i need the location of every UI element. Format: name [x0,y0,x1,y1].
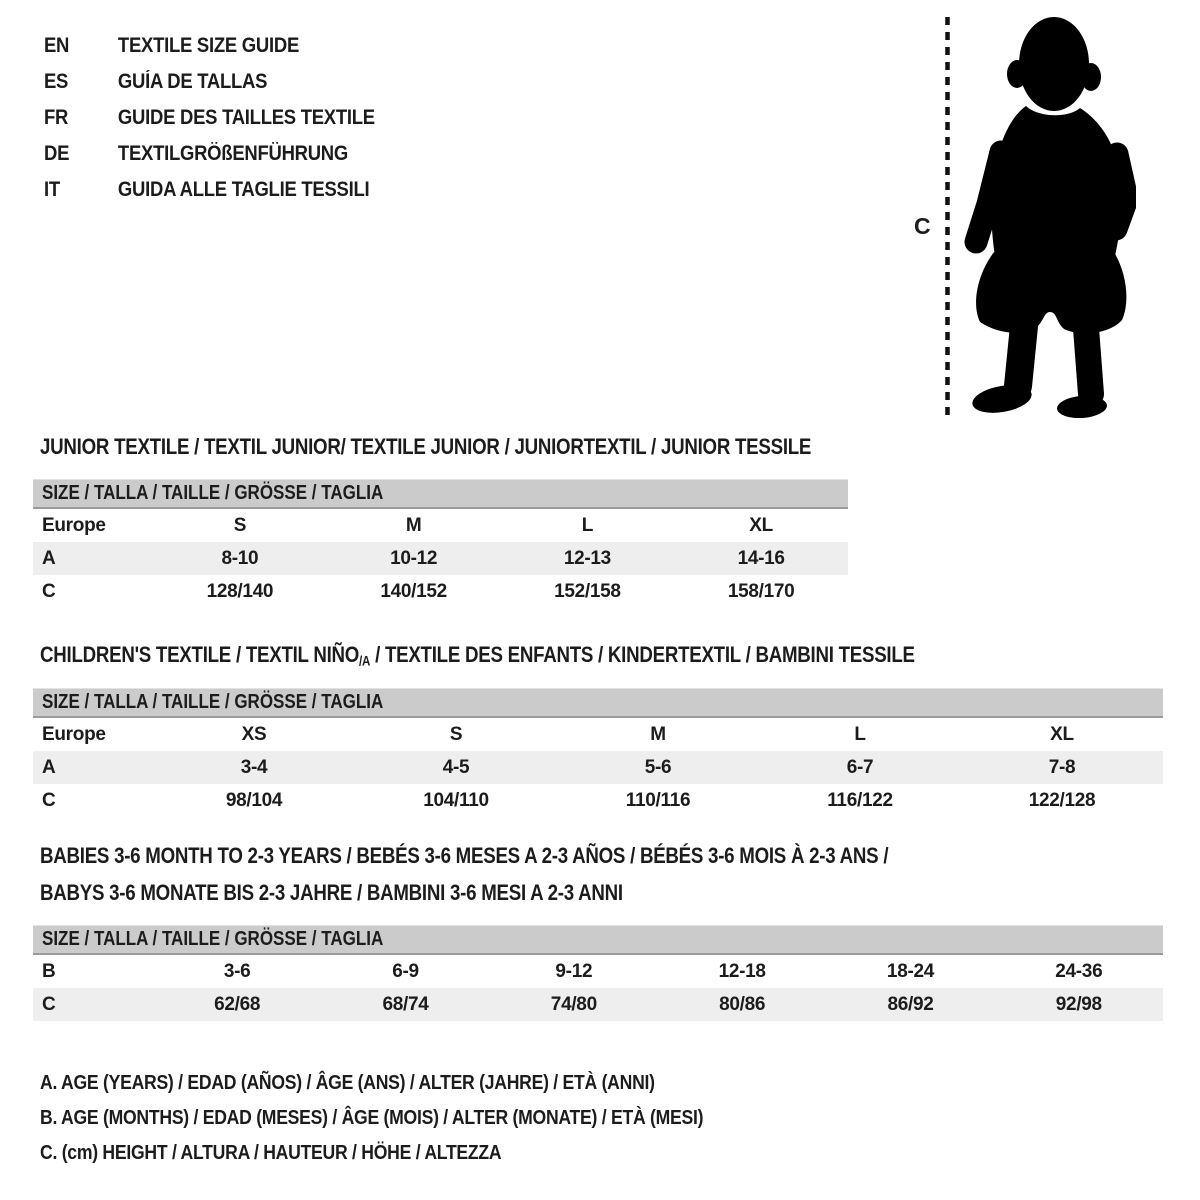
size-cell: 104/110 [423,789,489,811]
lang-code: ES [44,70,69,93]
lang-code: EN [44,34,70,57]
size-cell: 140/152 [380,580,447,602]
row-label: A [42,547,56,569]
size-cell: S [449,723,463,745]
table-row [33,751,1163,784]
lang-code: IT [44,178,60,201]
height-measure-dashed-line [944,14,951,418]
row-label: A [42,756,56,778]
table-row [33,988,1163,1021]
row-label: Europe [42,723,106,745]
height-measure-label: C [914,213,931,239]
size-cell: 9-12 [555,960,593,982]
size-cell: XS [241,723,267,745]
size-cell: S [233,514,247,536]
lang-row-en [44,28,375,64]
row-label: C [42,580,56,602]
legend-line-c: C. (cm) HEIGHT / ALTURA / HAUTEUR / HÖHE / ALTEZZA [40,1142,502,1164]
size-cell: 14-16 [737,547,785,569]
children-section-title: CHILDREN'S TEXTILE / TEXTIL $NIÑO_{/A}$ / TEXTILE DES ENFANTS / KINDERTEXTIL / BAMBINI TESSILE [40,642,915,669]
size-cell: 5-6 [644,756,672,778]
size-cell: 24-36 [1055,960,1103,982]
size-cell: 80/86 [719,993,766,1015]
size-cell: 74/80 [550,993,597,1015]
size-cell: 86/92 [887,993,934,1015]
title-subscript: /A [359,653,371,669]
size-cell: M [405,514,422,536]
size-cell: 128/140 [206,580,274,602]
junior-section-title: JUNIOR TEXTILE / TEXTIL JUNIOR/ TEXTILE JUNIOR / JUNIORTEXTIL / JUNIOR TESSILE [40,434,812,459]
table-row [33,509,848,542]
children-size-table [33,688,1163,817]
table-row [33,575,848,608]
legend-line-a: A. AGE (YEARS) / EDAD (AÑOS) / ÂGE (ANS) / ALTER (JAHRE) / ETÀ (ANNI) [40,1072,655,1094]
size-cell: 6-7 [846,756,874,778]
lang-row-de [44,136,375,172]
size-cell: 110/116 [625,789,691,811]
legend-line-b: B. AGE (MONTHS) / EDAD (MESES) / ÂGE (MOIS) / ALTER (MONATE) / ETÀ (MESI) [40,1107,704,1129]
row-label: C [42,993,56,1015]
table-row [33,542,848,575]
size-cell: XL [749,514,773,536]
lang-label: GUIDE DES TAILLES TEXTILE [117,106,375,129]
row-label: Europe [42,514,106,536]
size-header-bar: SIZE / TALLA / TAILLE / GRÖSSE / TAGLIA [33,925,1163,955]
size-cell: 7-8 [1048,756,1076,778]
size-cell: 4-5 [442,756,470,778]
size-cell: 3-4 [240,756,268,778]
table-row [33,784,1163,817]
size-cell: 122/128 [1028,789,1096,811]
size-cell: L [854,723,866,745]
row-label: B [42,960,56,982]
lang-label: GUÍA DE TALLAS [117,70,268,93]
size-cell: L [581,514,594,536]
lang-row-fr [44,100,375,136]
size-cell: 10-12 [390,547,438,569]
language-title-block [44,28,420,208]
lang-row-es [44,64,375,100]
size-header-bar: SIZE / TALLA / TAILLE / GRÖSSE / TAGLIA [33,688,1163,718]
size-cell: 98/104 [225,789,283,811]
lang-label: GUIDA ALLE TAGLIE TESSILI [117,178,370,201]
lang-code: FR [44,106,69,129]
size-cell: 18-24 [886,960,935,982]
table-row [33,718,1163,751]
row-label: C [42,789,56,811]
legend-block [40,1066,794,1171]
size-cell: 62/68 [214,993,261,1015]
size-cell: 152/158 [554,580,621,602]
size-cell: 68/74 [382,993,429,1015]
lang-label: TEXTILE SIZE GUIDE [117,34,300,57]
size-cell: 6-9 [392,960,419,982]
babies-section-title-line1: BABIES 3-6 MONTH TO 2-3 YEARS / BEBÉS 3-6 MESES A 2-3 AÑOS / BÉBÉS 3-6 MOIS À 2-3 ANS / [40,843,889,868]
lang-code: DE [44,142,70,165]
babies-section-title-line2: BABYS 3-6 MONATE BIS 2-3 JAHRE / BAMBINI 3-6 MESI A 2-3 ANNI [40,880,623,905]
size-cell: 116/122 [827,789,893,811]
lang-row-it [44,172,375,208]
size-cell: 158/170 [727,580,795,602]
table-row [33,955,1163,988]
size-cell: 12-18 [718,960,766,982]
size-cell: 3-6 [223,960,251,982]
size-cell: M [650,723,666,745]
size-cell: XL [1050,723,1074,745]
size-cell: 92/98 [1055,993,1102,1015]
size-header-bar: SIZE / TALLA / TAILLE / GRÖSSE / TAGLIA [33,479,848,509]
babies-size-table [33,925,1163,1021]
size-cell: 8-10 [221,547,259,569]
junior-size-table [33,479,848,608]
lang-label: TEXTILGRÖßENFÜHRUNG [117,142,349,165]
toddler-silhouette-icon [964,14,1136,418]
size-cell: 12-13 [563,547,611,569]
